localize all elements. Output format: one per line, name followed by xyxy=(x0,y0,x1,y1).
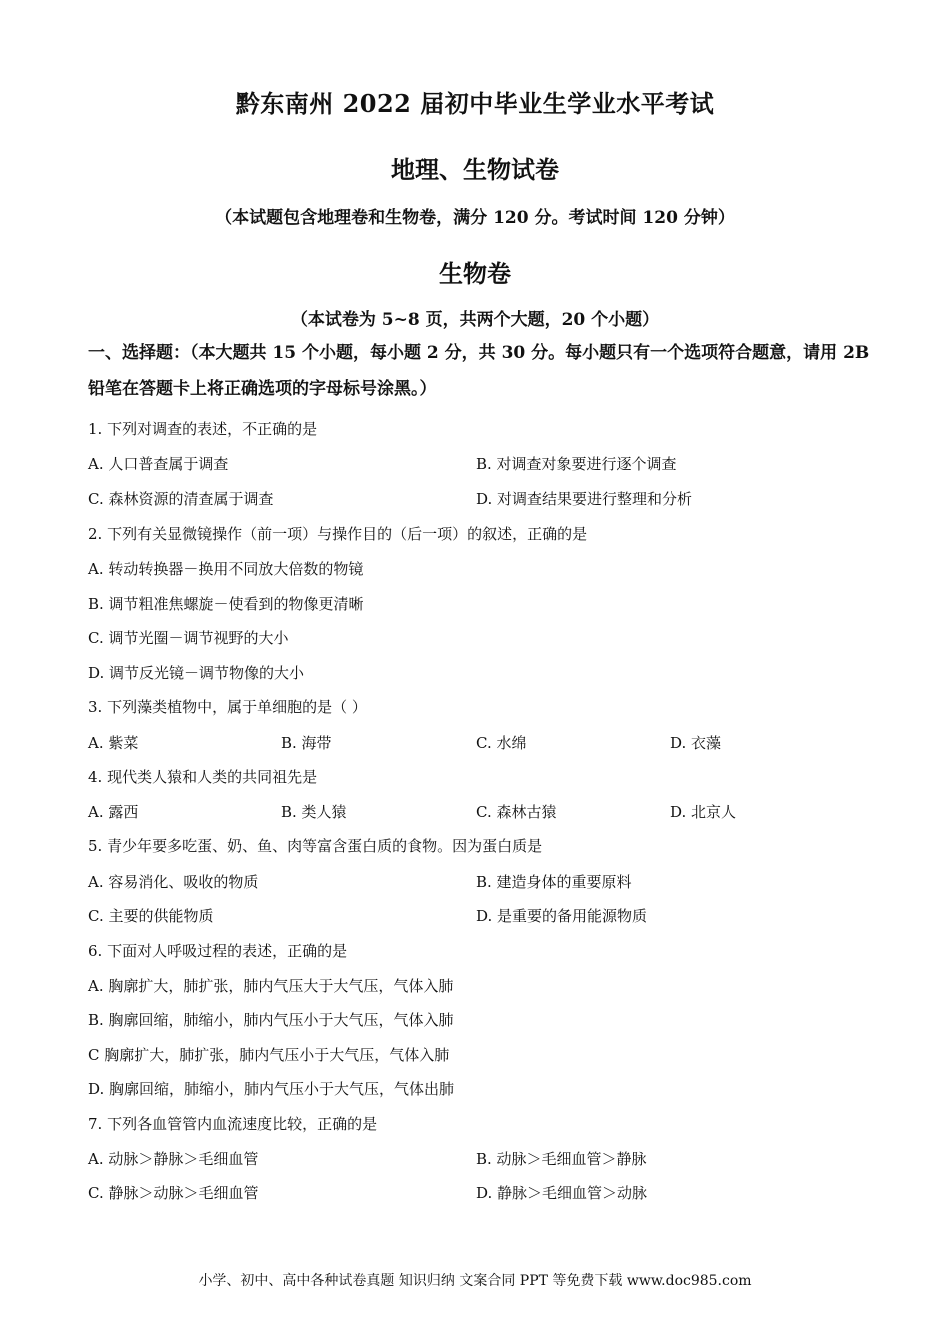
instruction-text: 一、选择题：（本大题共 15 个小题，每小题 2 分，共 30 分。每小题只有一个选项符合题意，请用 2B 铅笔在答题卡上将正确选项的字母标号涂黑。） xyxy=(88,343,870,399)
exam-title: 黔东南州 2022 届初中毕业生学业水平考试 xyxy=(235,89,715,118)
question-stem: 3. 下列藻类植物中，属于单细胞的是（ ） xyxy=(88,698,367,716)
page-footer: 小学、初中、高中各种试卷真题 知识归纳 文案合同 PPT 等免费下载 www.doc985.com xyxy=(198,1273,752,1289)
option-a: A. 容易消化、吸收的物质 xyxy=(88,873,259,891)
option-c: C. 森林资源的清查属于调查 xyxy=(88,490,274,508)
question-stem: 4. 现代类人猿和人类的共同祖先是 xyxy=(88,768,318,786)
option-b: B. 对调查对象要进行逐个调查 xyxy=(476,455,677,473)
option-a: A. 转动转换器－换用不同放大倍数的物镜 xyxy=(88,560,364,578)
option-a: A. 动脉＞静脉＞毛细血管 xyxy=(88,1150,259,1168)
option-c: C 胸廓扩大，肺扩张，肺内气压小于大气压，气体入肺 xyxy=(88,1046,450,1064)
option-c: C. 主要的供能物质 xyxy=(88,907,214,925)
question-stem: 6. 下面对人呼吸过程的表述，正确的是 xyxy=(88,942,348,960)
question-stem: 2. 下列有关显微镜操作（前一项）与操作目的（后一项）的叙述，正确的是 xyxy=(88,525,588,543)
option-d: D. 调节反光镜－调节物像的大小 xyxy=(88,664,305,682)
option-a: A. 胸廓扩大，肺扩张，肺内气压大于大气压，气体入肺 xyxy=(88,977,454,995)
option-d: D. 对调查结果要进行整理和分析 xyxy=(476,490,693,508)
section-title: 生物卷 xyxy=(439,259,511,288)
option-b: B. 动脉＞毛细血管＞静脉 xyxy=(476,1150,647,1168)
option-d: D. 胸廓回缩，肺缩小，肺内气压小于大气压，气体出肺 xyxy=(88,1080,455,1098)
option-b: B. 类人猿 xyxy=(281,803,347,821)
section-note: （本试卷为 5~8 页，共两个大题，20 个小题） xyxy=(290,310,660,330)
option-a: A. 人口普查属于调查 xyxy=(88,455,229,473)
option-d: D. 衣藻 xyxy=(670,734,722,752)
option-c: C. 水绵 xyxy=(476,734,527,752)
option-d: D. 静脉＞毛细血管＞动脉 xyxy=(476,1184,648,1202)
option-c: C. 调节光圈－调节视野的大小 xyxy=(88,629,289,647)
question-stem: 5. 青少年要多吃蛋、奶、鱼、肉等富含蛋白质的食物。因为蛋白质是 xyxy=(88,837,543,855)
option-c: C. 森林古猿 xyxy=(476,803,557,821)
option-a: A. 紫菜 xyxy=(88,734,139,752)
option-b: B. 建造身体的重要原料 xyxy=(476,873,632,891)
exam-subtitle: 地理、生物试卷 xyxy=(391,155,559,184)
exam-note: （本试题包含地理卷和生物卷，满分 120 分。考试时间 120 分钟） xyxy=(215,208,735,228)
option-b: B. 海带 xyxy=(281,734,332,752)
question-stem: 1. 下列对调查的表述，不正确的是 xyxy=(88,420,318,438)
option-b: B. 调节粗准焦螺旋－使看到的物像更清晰 xyxy=(88,595,364,613)
option-c: C. 静脉＞动脉＞毛细血管 xyxy=(88,1184,259,1202)
option-a: A. 露西 xyxy=(88,803,139,821)
option-d: D. 北京人 xyxy=(670,803,737,821)
option-d: D. 是重要的备用能源物质 xyxy=(476,907,648,925)
question-stem: 7. 下列各血管管内血流速度比较，正确的是 xyxy=(88,1115,378,1133)
option-b: B. 胸廓回缩，肺缩小，肺内气压小于大气压，气体入肺 xyxy=(88,1011,454,1029)
